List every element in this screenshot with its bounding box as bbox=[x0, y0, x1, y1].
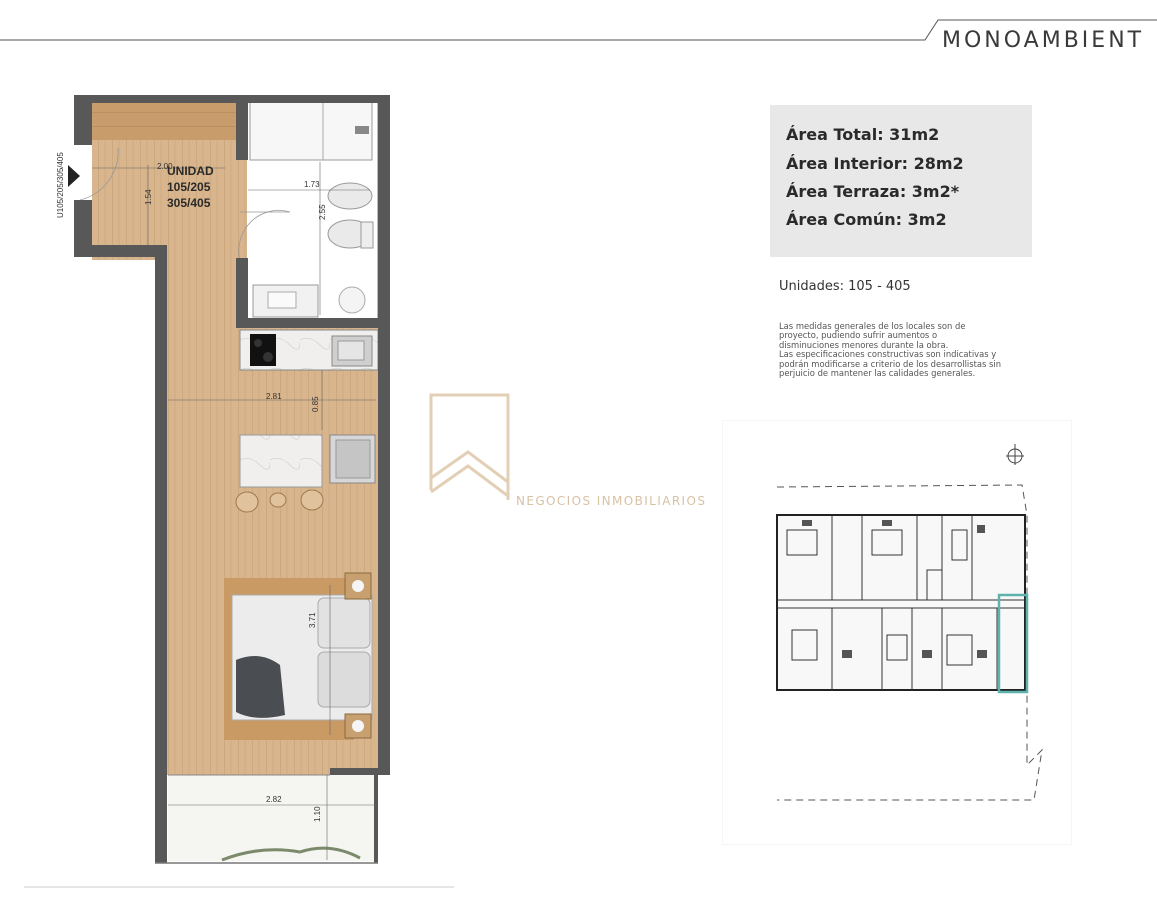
page-title: MONOAMBIENT bbox=[942, 28, 1145, 53]
watermark-logo-icon bbox=[428, 392, 512, 504]
unit-label-line: 305/405 bbox=[167, 196, 211, 210]
area-terraza: Área Terraza: 3m2* bbox=[786, 182, 960, 201]
floor-plan bbox=[0, 80, 470, 899]
dim-label: 3.71 bbox=[308, 612, 317, 628]
dim-label: 2.00 bbox=[157, 162, 173, 171]
dim-label: 2.55 bbox=[318, 204, 327, 220]
unit-label bbox=[167, 163, 214, 211]
key-plan bbox=[722, 420, 1072, 845]
disclaimer-line: perjuicio de mantener las calidades generales. bbox=[779, 368, 976, 379]
area-comun: Área Común: 3m2 bbox=[786, 210, 947, 229]
terrace bbox=[168, 775, 378, 861]
area-interior: Área Interior: 28m2 bbox=[786, 154, 964, 173]
area-total: Área Total: 31m2 bbox=[786, 125, 940, 144]
units-label: Unidades: 105 - 405 bbox=[779, 279, 911, 294]
unit-side-label: U105/205/305/405 bbox=[56, 152, 65, 218]
kitchen-island bbox=[240, 435, 322, 487]
dim-label: 1.54 bbox=[144, 189, 153, 205]
disclaimer-line: Las medidas generales de los locales son de bbox=[779, 321, 966, 331]
disclaimer-line: disminuciones menores durante la obra. bbox=[779, 339, 949, 350]
dim-label: 0.85 bbox=[311, 396, 320, 412]
dim-label: 2.81 bbox=[266, 392, 282, 401]
disclaimer-line: podrán modificarse a criterio de los desarrollistas sin bbox=[779, 358, 1002, 369]
closet bbox=[92, 103, 236, 140]
disclaimer bbox=[779, 322, 1039, 378]
dim-label: 1.10 bbox=[313, 806, 322, 822]
disclaimer-line: Las especificaciones constructivas son indicativas y bbox=[779, 349, 997, 360]
dim-label: 2.82 bbox=[266, 795, 282, 804]
area-summary bbox=[770, 105, 1032, 257]
disclaimer-line: proyecto, pudiendo sufrir aumentos o bbox=[779, 330, 938, 341]
unit-label-line: UNIDAD bbox=[167, 164, 214, 178]
dim-label: 1.73 bbox=[304, 180, 320, 189]
unit-label-line: 105/205 bbox=[167, 180, 211, 194]
watermark-text: NEGOCIOS INMOBILIARIOS bbox=[516, 494, 707, 508]
